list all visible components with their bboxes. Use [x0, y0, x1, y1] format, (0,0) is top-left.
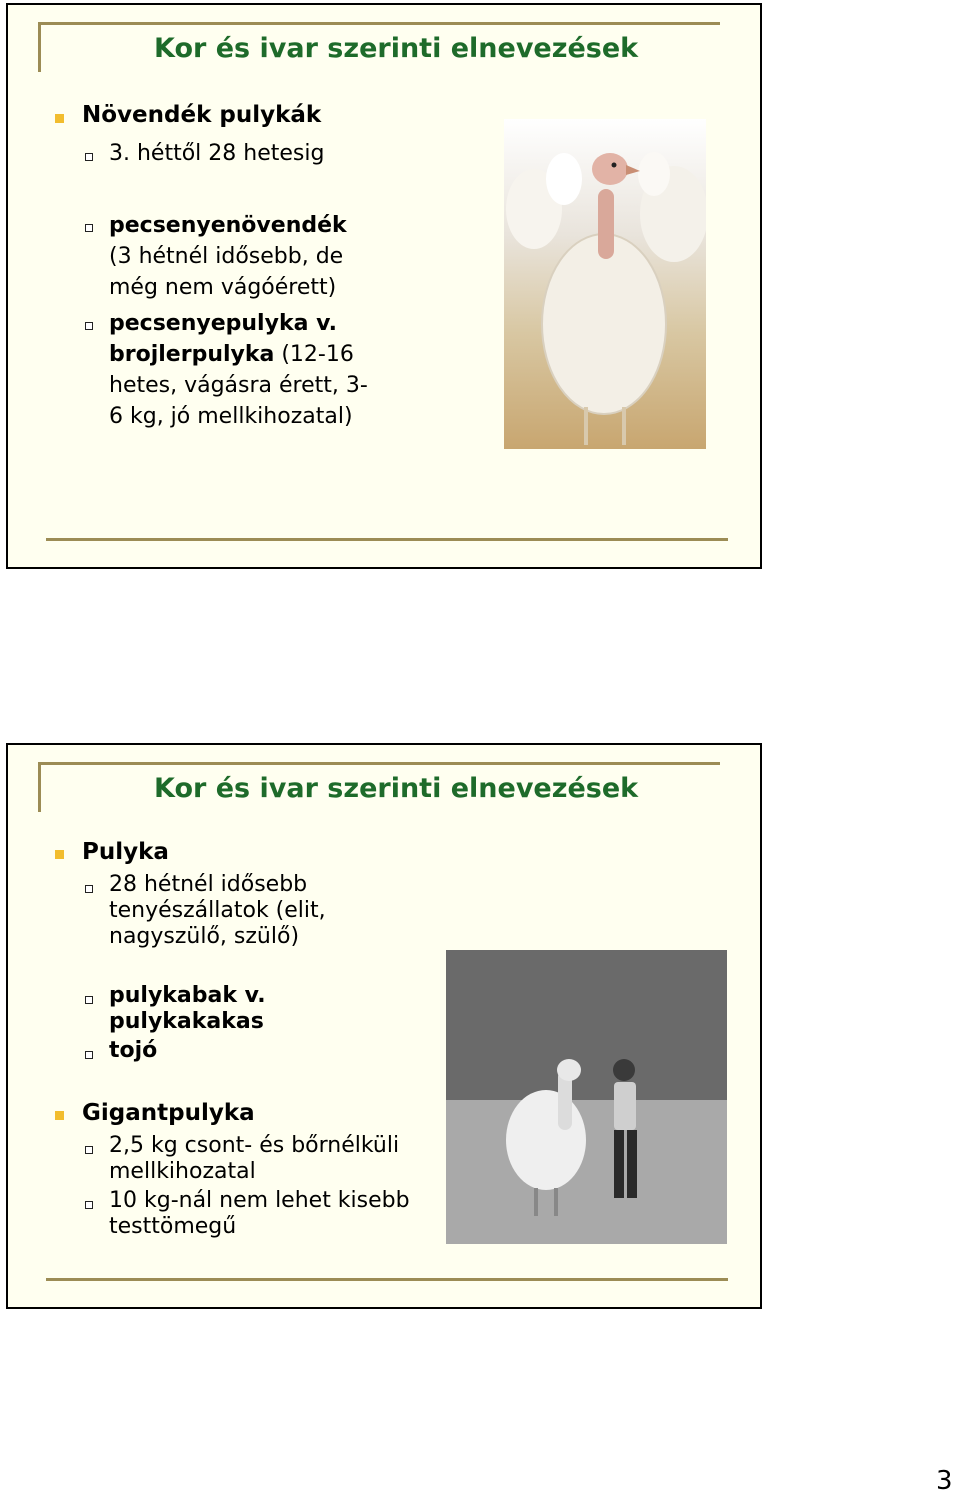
bullet-item-bold: tojó	[109, 1038, 158, 1063]
checkbox-bullet-icon	[85, 885, 93, 893]
checkbox-bullet-icon	[85, 1146, 93, 1154]
slide-decoration-vertical	[38, 22, 41, 72]
checkbox-bullet-icon	[85, 224, 93, 232]
slide-decoration-vertical	[38, 762, 41, 812]
bullet-item-line: (3 hétnél idősebb, de	[109, 244, 344, 269]
slide-decoration-top-rule	[38, 22, 720, 25]
bullet-item-line	[109, 339, 354, 370]
bullet-item-line: még nem vágóérett)	[109, 275, 337, 300]
bullet-item-line: hetes, vágásra érett, 3-	[109, 373, 368, 398]
bullet-item-line: 2,5 kg csont- és bőrnélküli	[109, 1133, 400, 1158]
bold-term: brojlerpulyka	[109, 342, 275, 367]
bullet-item-line: 28 hétnél idősebb	[109, 872, 308, 897]
bullet-item-line: testtömegű	[109, 1214, 237, 1239]
bullet-item-line: tenyészállatok (elit,	[109, 898, 326, 923]
bullet-heading: Gigantpulyka	[82, 1100, 255, 1126]
bullet-item-line: 10 kg-nál nem lehet kisebb	[109, 1188, 410, 1213]
turkey-illustration	[504, 119, 706, 449]
giant-turkey-illustration	[446, 950, 727, 1244]
giant-turkey-with-boy-photo	[446, 950, 727, 1244]
bullet-item-bold: pecsenyenövendék	[109, 213, 347, 238]
bullet-item-line: nagyszülő, szülő)	[109, 924, 300, 949]
bullet-item-line: 6 kg, jó mellkihozatal)	[109, 404, 353, 429]
bullet-item-bold: pecsenyepulyka v.	[109, 311, 337, 336]
bullet-square-icon	[55, 1111, 64, 1120]
checkbox-bullet-icon	[85, 153, 93, 161]
bullet-item-bold: pulykakakas	[109, 1009, 264, 1034]
checkbox-bullet-icon	[85, 1201, 93, 1209]
bullet-item: 3. héttől 28 hetesig	[109, 141, 325, 166]
slide-2	[6, 743, 762, 1309]
term-tail: (12-16	[274, 342, 354, 367]
bullet-square-icon	[55, 114, 64, 123]
bullet-heading: Növendék pulykák	[82, 102, 322, 128]
slide-1	[6, 3, 762, 569]
checkbox-bullet-icon	[85, 322, 93, 330]
bullet-heading: Pulyka	[82, 839, 169, 865]
white-turkeys-photo	[504, 119, 706, 449]
slide-decoration-bottom-rule	[46, 538, 728, 541]
slide-title: Kor és ivar szerinti elnevezések	[154, 773, 639, 804]
bullet-item-bold: pulykabak v.	[109, 983, 266, 1008]
slide-title: Kor és ivar szerinti elnevezések	[154, 33, 639, 64]
checkbox-bullet-icon	[85, 996, 93, 1004]
slide-decoration-bottom-rule	[46, 1278, 728, 1281]
checkbox-bullet-icon	[85, 1051, 93, 1059]
bullet-square-icon	[55, 850, 64, 859]
slide-decoration-top-rule	[38, 762, 720, 765]
page-number: 3	[936, 1466, 953, 1496]
bullet-item-line: mellkihozatal	[109, 1159, 256, 1184]
